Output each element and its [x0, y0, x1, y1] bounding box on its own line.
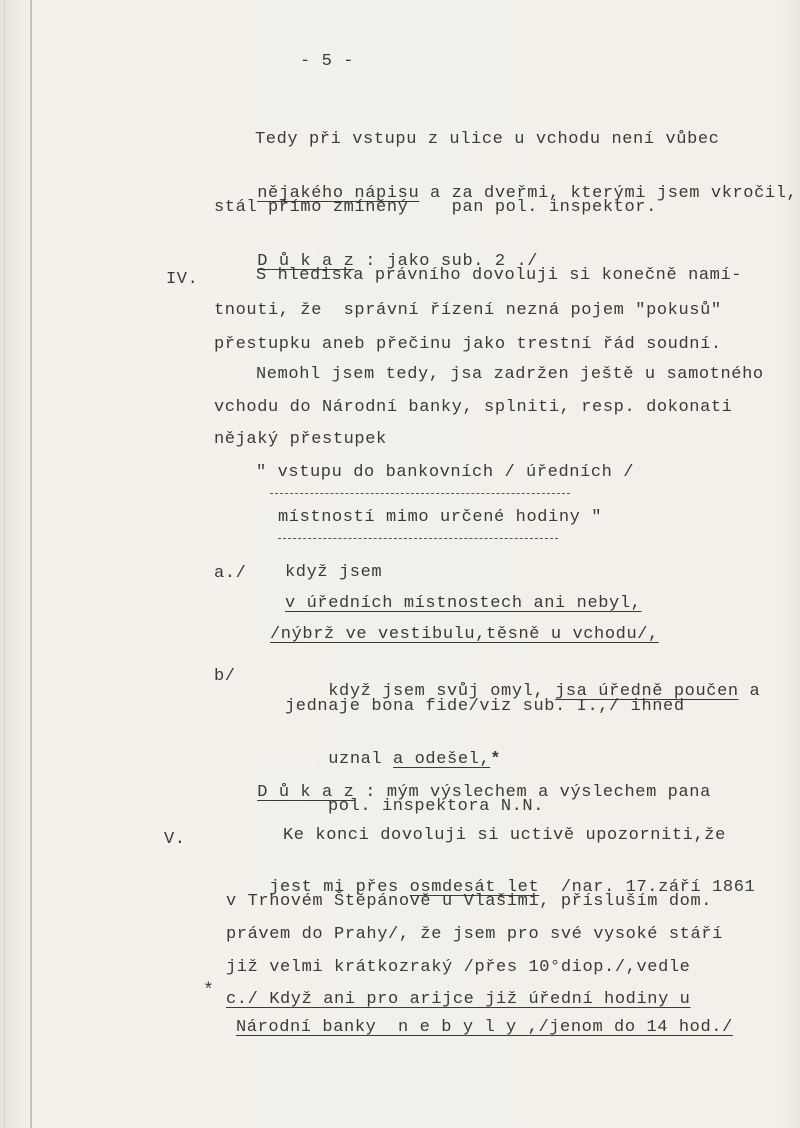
text-fragment: a [738, 682, 761, 701]
item-label-a: a./ [214, 564, 247, 583]
text-line: tnouti, že správní řízení nezná pojem "pokusů" [214, 301, 722, 320]
text-line: v Trhovém Štěpánově u Vlašimi, přísluším dom. [226, 892, 713, 911]
underlined-phrase: osmdesát let [409, 878, 540, 897]
dashed-underline [270, 493, 570, 494]
underlined-line: /nýbrž ve vestibulu,těsně u vchodu/, [270, 625, 659, 644]
text-line: Nemohl jsem tedy, jsa zadržen ještě u samotného [256, 365, 764, 384]
text-line: Tedy při vstupu z ulice u vchodu není vůbec [255, 130, 720, 149]
text-fragment: : jako sub. 2 ./ [354, 252, 539, 271]
page-edge-line [4, 0, 5, 1128]
underlined-phrase: nějakého nápisu [257, 184, 420, 203]
section-number-v: V. [164, 830, 186, 849]
underlined-line: c./ Když ani pro arijce již úřední hodiny u [226, 990, 691, 1009]
text-fragment: uznal [328, 750, 394, 769]
proof-heading: D ů k a z [257, 783, 355, 802]
text-line: stál přímo zmíněný pan pol. inspektor. [214, 198, 657, 217]
text-fragment: : mým výslechem a výslechem pana [354, 783, 711, 802]
underlined-line: Národní banky n e b y l y ,/jenom do 14 hod./ [236, 1018, 733, 1037]
text-line: S hlediska právního dovoluji si konečně namí- [256, 266, 743, 285]
text-fragment: a za dveřmi, kterými jsem vkročil, [419, 184, 798, 203]
text-line: když jsem [285, 563, 383, 582]
proof-heading: D ů k a z [257, 252, 355, 271]
underlined-phrase: a odešel, [393, 750, 491, 769]
underlined-phrase: jsa úředně poučen [555, 682, 739, 701]
text-line: přestupku aneb přečinu jako trestní řád soudní. [214, 335, 722, 354]
text-line: pol. inspektora N.N. [328, 797, 545, 816]
margin-asterisk-mark: * [203, 981, 214, 1001]
text-line: nějaký přestupek [214, 430, 387, 449]
text-line: právem do Prahy/, že jsem pro své vysoké stáří [226, 925, 723, 944]
quoted-offense-cont: místností mimo určené hodiny " [278, 508, 603, 527]
binding-edge-line [30, 0, 32, 1128]
text-line: vchodu do Národní banky, splniti, resp. dokonati [214, 398, 733, 417]
text-line: již velmi krátkozraký /přes 10°diop./,vedle [226, 958, 691, 977]
asterisk-mark: * [490, 750, 502, 769]
dashed-underline [278, 538, 558, 539]
text-fragment: jest mi přes [269, 878, 410, 897]
text-line: jednaje bona fide/viz sub. I.,/ ihned [285, 697, 685, 716]
underlined-line: v úředních místnostech ani nebyl, [285, 594, 642, 613]
text-line: Ke konci dovoluji si uctivě upozorniti,že [283, 826, 726, 845]
page-number: - 5 - [300, 52, 355, 71]
item-label-b: b/ [214, 667, 236, 686]
text-fragment: /nar. 17.září 1861 [539, 878, 756, 897]
quoted-offense: " vstupu do bankovních / úředních / [256, 463, 635, 482]
text-fragment: když jsem svůj omyl, [328, 682, 556, 701]
section-number-iv: IV. [166, 270, 199, 289]
